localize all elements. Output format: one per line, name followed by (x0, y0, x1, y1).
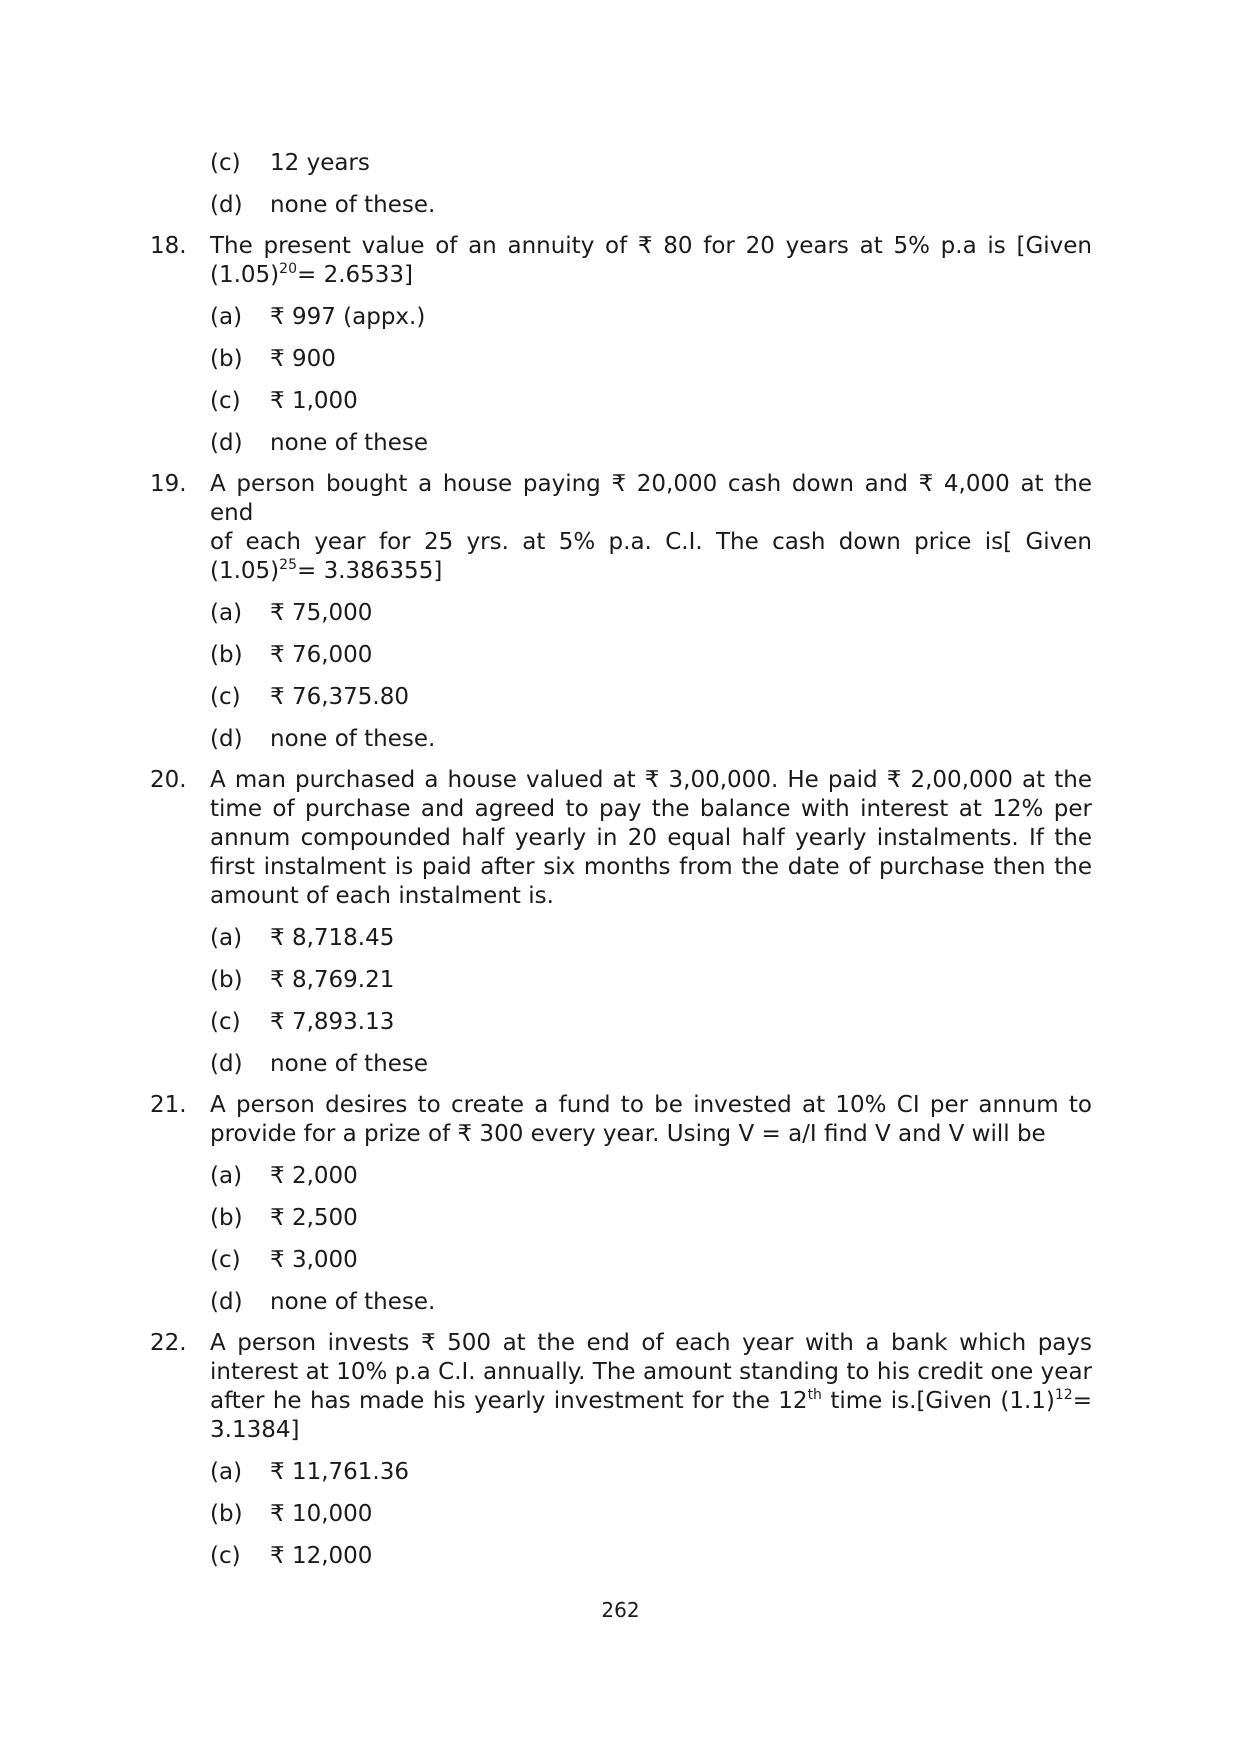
question-number: 18. (150, 233, 187, 259)
option-18a (210, 302, 1092, 332)
given-value: = 2.6533] (297, 262, 414, 288)
given-exponent: 20 (279, 261, 297, 277)
question-line (210, 557, 1092, 586)
question-line: A person desires to create a fund to be invested at 10% CI per annum to (210, 1092, 1092, 1118)
option-21b (210, 1203, 1092, 1233)
question-line: provide for a prize of ₹ 300 every year. Using V = a/I find V and V will be (210, 1121, 1046, 1147)
given-value: = 3.386355] (297, 558, 443, 584)
question-number: 22. (150, 1330, 187, 1356)
option-label: (a) (210, 925, 243, 951)
option-label: (a) (210, 304, 243, 330)
option-label: (c) (210, 1247, 241, 1273)
question-text (210, 766, 1092, 911)
option-label: (b) (210, 642, 243, 668)
option-20d (210, 1049, 1092, 1079)
question-20 (150, 766, 1092, 911)
question-number: 19. (150, 471, 187, 497)
option-text: none of these. (270, 726, 436, 752)
question-line: interest at 10% p.a C.I. annually. The amount standing to his credit one year (210, 1359, 1092, 1385)
option-label: (c) (210, 1009, 241, 1035)
option-18b (210, 344, 1092, 374)
question-line: of each year for 25 yrs. at 5% p.a. C.I. The cash down price is[ Given (210, 529, 1092, 555)
option-label: (d) (210, 430, 243, 456)
option-19d (210, 724, 1092, 754)
line-text: time is.[Given (1.1) (821, 1388, 1055, 1414)
option-label: (a) (210, 1459, 243, 1485)
option-text: ₹ 12,000 (270, 1543, 373, 1569)
option-text: ₹ 76,000 (270, 642, 373, 668)
option-label: (c) (210, 388, 241, 414)
line-text: after he has made his yearly investment for the 12 (210, 1388, 808, 1414)
question-text (210, 1091, 1092, 1149)
option-text: ₹ 900 (270, 346, 336, 372)
ordinal-suffix: th (807, 1387, 822, 1403)
option-22b (210, 1499, 1092, 1529)
option-20c (210, 1007, 1092, 1037)
option-21d (210, 1287, 1092, 1317)
question-line: A person invests ₹ 500 at the end of each year with a bank which pays (210, 1330, 1092, 1356)
option-label: (a) (210, 1163, 243, 1189)
option-label: (b) (210, 967, 243, 993)
question-number: 21. (150, 1092, 187, 1118)
option-label: (b) (210, 1205, 243, 1231)
question-number: 20. (150, 767, 187, 793)
option-label: (c) (210, 150, 241, 176)
given-base: (1.05) (210, 558, 280, 584)
option-label: (c) (210, 684, 241, 710)
option-text: none of these (270, 430, 429, 456)
option-label: (b) (210, 346, 243, 372)
question-line (210, 261, 1092, 290)
option-text: none of these. (270, 192, 436, 218)
question-text (210, 1329, 1092, 1445)
given-exponent: 12 (1054, 1387, 1073, 1403)
option-18d (210, 428, 1092, 458)
option-text: ₹ 2,000 (270, 1163, 358, 1189)
option-text: ₹ 1,000 (270, 388, 358, 414)
question-line: first instalment is paid after six months from the date of purchase then the (210, 854, 1092, 880)
option-text: none of these. (270, 1289, 436, 1315)
option-label: (c) (210, 1543, 241, 1569)
option-text: ₹ 8,769.21 (270, 967, 395, 993)
question-19 (150, 470, 1092, 586)
given-base: (1.05) (210, 262, 280, 288)
option-label: (b) (210, 1501, 243, 1527)
question-line: 3.1384] (210, 1417, 300, 1443)
question-line: annum compounded half yearly in 20 equal half yearly instalments. If the (210, 825, 1092, 851)
option-label: (d) (210, 1289, 243, 1315)
option-label: (d) (210, 192, 243, 218)
option-label: (d) (210, 1051, 243, 1077)
option-text: ₹ 8,718.45 (270, 925, 395, 951)
option-21a (210, 1161, 1092, 1191)
option-text: none of these (270, 1051, 429, 1077)
option-text: ₹ 3,000 (270, 1247, 358, 1273)
option-text: 12 years (270, 150, 370, 176)
page-content (150, 148, 1092, 1583)
option-18c (210, 386, 1092, 416)
option-label: (a) (210, 600, 243, 626)
question-21 (150, 1091, 1092, 1149)
question-line: A man purchased a house valued at ₹ 3,00,000. He paid ₹ 2,00,000 at the (210, 767, 1092, 793)
option-20b (210, 965, 1092, 995)
question-line: The present value of an annuity of ₹ 80 for 20 years at 5% p.a is [Given (210, 233, 1092, 259)
line-text: = (1072, 1388, 1092, 1414)
option-text: ₹ 76,375.80 (270, 684, 409, 710)
option-text: ₹ 997 (appx.) (270, 304, 426, 330)
option-label: (d) (210, 726, 243, 752)
question-18 (150, 232, 1092, 290)
question-text (210, 470, 1092, 586)
option-text: ₹ 11,761.36 (270, 1459, 409, 1485)
option-20a (210, 923, 1092, 953)
option-21c (210, 1245, 1092, 1275)
question-line: A person bought a house paying ₹ 20,000 cash down and ₹ 4,000 at the end (210, 471, 1092, 526)
option-19c (210, 682, 1092, 712)
option-text: ₹ 75,000 (270, 600, 373, 626)
option-19b (210, 640, 1092, 670)
page-number: 262 (601, 1598, 640, 1622)
given-exponent: 25 (279, 557, 297, 573)
option-text: ₹ 2,500 (270, 1205, 358, 1231)
option-text: ₹ 7,893.13 (270, 1009, 395, 1035)
option-text: ₹ 10,000 (270, 1501, 373, 1527)
question-line: amount of each instalment is. (210, 883, 554, 909)
option-22a (210, 1457, 1092, 1487)
question-22 (150, 1329, 1092, 1445)
option-19a (210, 598, 1092, 628)
option-17d (210, 190, 1092, 220)
option-17c (210, 148, 1092, 178)
question-line: time of purchase and agreed to pay the balance with interest at 12% per (210, 796, 1092, 822)
question-text (210, 232, 1092, 290)
option-22c (210, 1541, 1092, 1571)
question-line (210, 1387, 1092, 1416)
